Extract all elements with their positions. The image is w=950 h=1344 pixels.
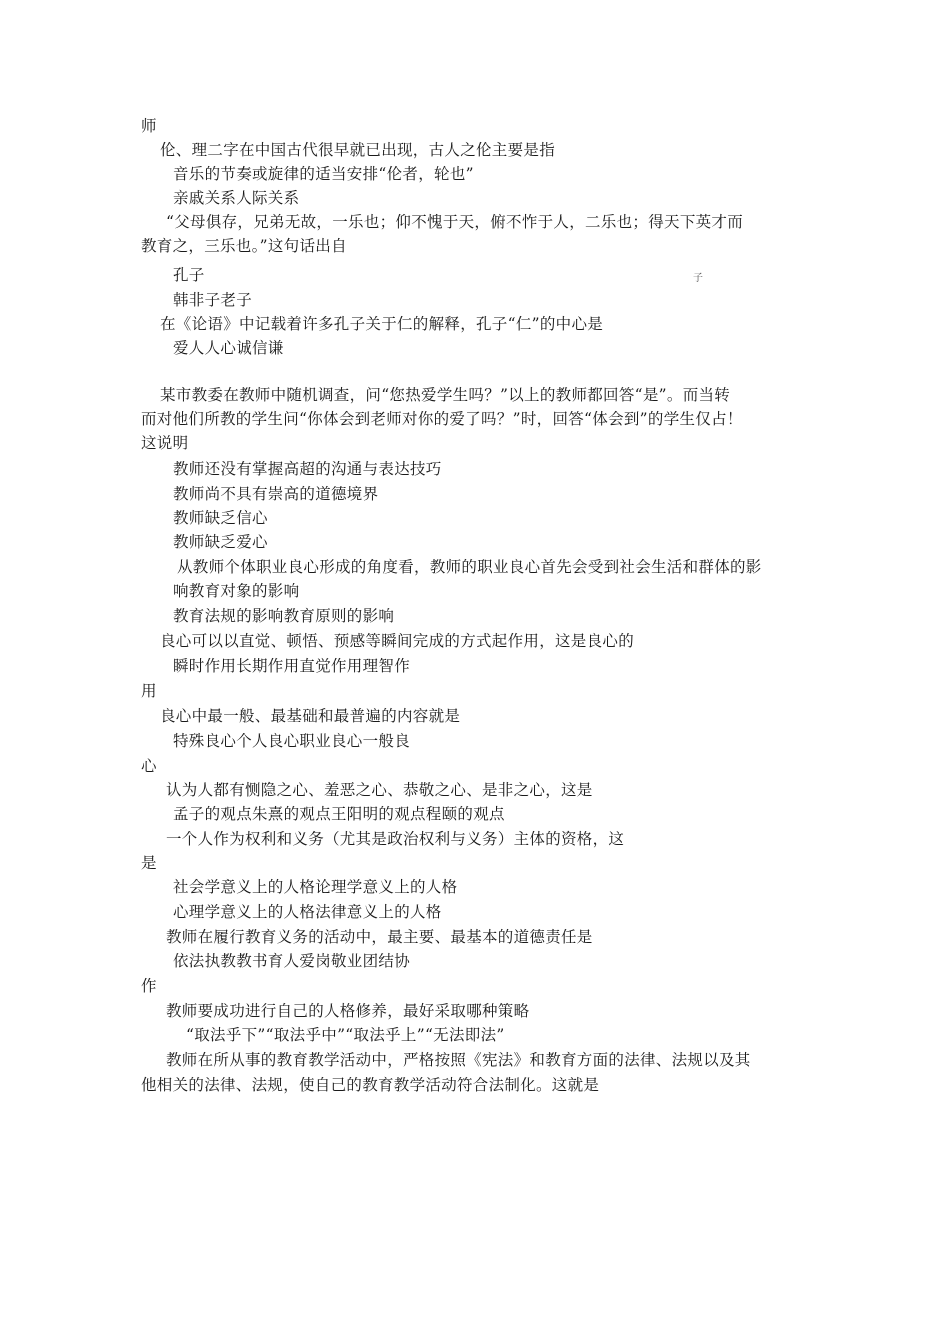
option-text: 亲戚关系人际关系 (173, 189, 300, 207)
question-text: 某市教委在教师中随机调查，问“您热爱学生吗？”以上的教师都回答“是”。而当转 (160, 386, 731, 404)
question-text: 认为人都有恻隐之心、羞恶之心、恭敬之心、是非之心，这是 (166, 781, 593, 799)
option-text-wrap: 作 (141, 977, 157, 995)
question-text: 良心中最一般、最基础和最普遍的内容就是 (160, 707, 461, 725)
option-text: 教师还没有掌握高超的沟通与表达技巧 (173, 460, 442, 478)
stray-mark: 子 (693, 273, 704, 284)
option-text: 心理学意义上的人格法律意义上的人格 (173, 903, 442, 921)
question-text: 教师在所从事的教育教学活动中，严格按照《宪法》和教育方面的法律、法规以及其 (166, 1051, 751, 1069)
option-text-wrap: 心 (141, 757, 157, 775)
question-text: 教育之，三乐也。”这句话出自 (141, 237, 347, 255)
option-text: 爱人人心诚信谦 (173, 339, 284, 357)
option-text: 响教育对象的影响 (173, 582, 300, 600)
option-text: 特殊良心个人良心职业良心一般良 (173, 732, 411, 750)
option-text: 教师尚不具有崇高的道德境界 (173, 485, 379, 503)
text-line: 师 (141, 117, 157, 135)
question-text: 教师在履行教育义务的活动中，最主要、最基本的道德责任是 (166, 928, 593, 946)
option-text: 教师缺乏爱心 (173, 533, 268, 551)
option-text: 教育法规的影响教育原则的影响 (173, 607, 395, 625)
option-text: 孟子的观点朱熹的观点王阳明的观点程颐的观点 (173, 805, 505, 823)
question-text: 良心可以以直觉、顿悟、预感等瞬间完成的方式起作用，这是良心的 (160, 632, 635, 650)
option-text: 孔子 (173, 266, 205, 284)
question-text: 一个人作为权利和义务（尤其是政治权利与义务）主体的资格，这 (166, 830, 625, 848)
option-text: “取法乎下”“取法乎中”“取法乎上”“无法即法” (186, 1026, 505, 1044)
question-text: 从教师个体职业良心形成的角度看，教师的职业良心首先会受到社会生活和群体的影 (177, 558, 762, 576)
option-text: 瞬时作用长期作用直觉作用理智作 (173, 657, 411, 675)
question-text: 他相关的法律、法规，使自己的教育教学活动符合法制化。这就是 (141, 1076, 600, 1094)
option-text: 社会学意义上的人格论理学意义上的人格 (173, 878, 458, 896)
question-text: 教师要成功进行自己的人格修养，最好采取哪种策略 (166, 1002, 530, 1020)
question-text-wrap: 是 (141, 854, 157, 872)
option-text: 韩非子老子 (173, 291, 253, 309)
question-text: “父母俱存，兄弟无故，一乐也；仰不愧于天，俯不怍于人，二乐也；得天下英才而 (166, 213, 744, 231)
question-text: 而对他们所教的学生问“你体会到老师对你的爱了吗？”时，回答“体会到”的学生仅占！ (141, 410, 743, 428)
question-text: 这说明 (141, 434, 189, 452)
option-text: 音乐的节奏或旋律的适当安排“伦者，轮也” (173, 165, 474, 183)
option-text-wrap: 用 (141, 682, 157, 700)
question-text: 在《论语》中记载着许多孔子关于仁的解释，孔子“仁”的中心是 (160, 315, 604, 333)
question-text: 伦、理二字在中国古代很早就已出现，古人之伦主要是指 (160, 141, 556, 159)
option-text: 依法执教教书育人爱岗敬业团结协 (173, 952, 411, 970)
option-text: 教师缺乏信心 (173, 509, 268, 527)
